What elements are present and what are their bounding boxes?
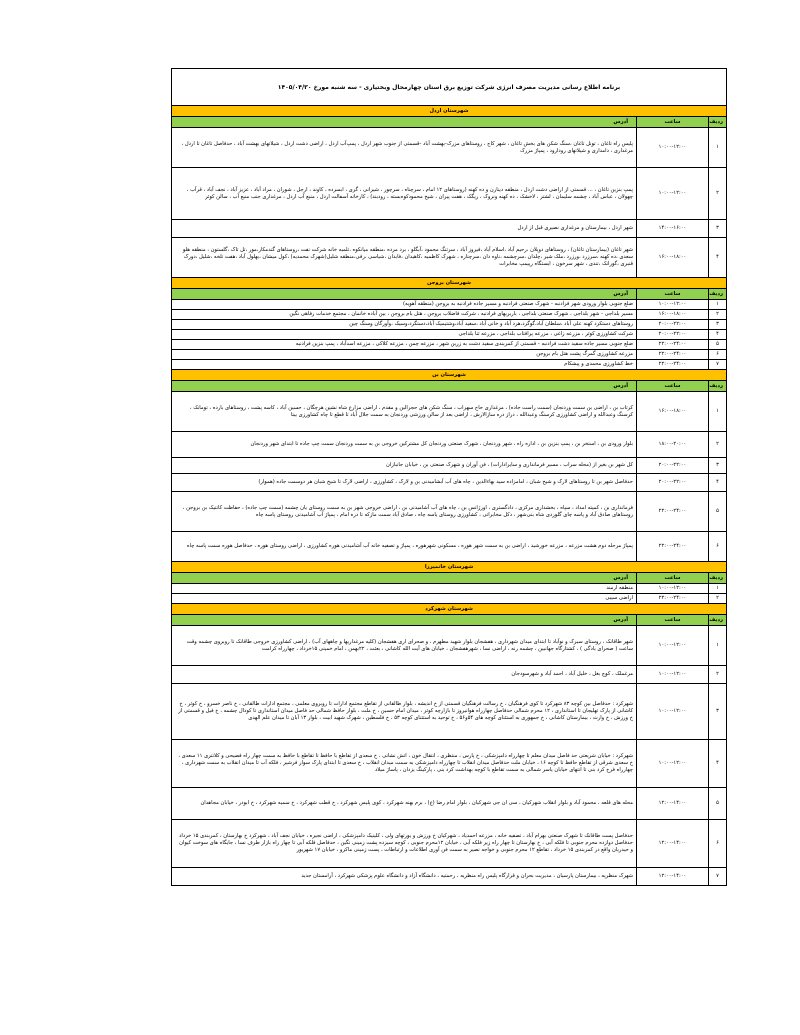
row-time: ۱۰:۰۰-۱۲:۰۰ xyxy=(637,626,709,666)
row-time: ۱۰:۰۰-۱۲:۰۰ xyxy=(637,666,709,684)
city-name: شهرستان بن xyxy=(172,370,727,381)
row-number: ۱ xyxy=(709,128,727,168)
row-time: ۱۲:۰۰-۱۴:۰۰ xyxy=(637,868,709,886)
header-time: ساعت xyxy=(637,381,709,392)
title-row xyxy=(172,69,727,106)
table-row xyxy=(172,594,727,604)
row-time: ۲۲:۰۰-۲۴:۰۰ xyxy=(637,594,709,604)
table-row xyxy=(172,350,727,360)
table-row xyxy=(172,360,727,370)
row-number: ۷ xyxy=(709,360,727,370)
row-number: ۳ xyxy=(709,684,727,740)
row-number: ۱ xyxy=(709,626,727,666)
row-time: ۲۲:۰۰-۲۴:۰۰ xyxy=(637,360,709,370)
header-time: ساعت xyxy=(637,615,709,626)
row-address: اراضی سیبی xyxy=(172,594,637,604)
row-time: ۲۰:۰۰-۲۲:۰۰ xyxy=(637,330,709,340)
row-address: شهرکرد : حدفاصل بین کوچه ۸۳ شهرکرد تا کوی فرهنگیان ، خ رسالت فرهنگیان قسمتی از خ اندیشه ، بلوار طالقانی از تقاطع مجتمع ادارات تا روبروی معلمی ، مجتمع ادارات طالقانی ، خ ناصر خسرو ، خ کوثر ، خ کاشانی از پارک تهلیجان تا استانداری ، ۱۲ محرم شمالی حدفاصل چهارراه هوانیروز تا بازارچه کوثر ، میدان امام حسین ، خ ملت ، بلوار حافظ شمالی حد فاصل میدان استانداری تا کودال چشمه ، خ فیل و قسمتی از خ ورزش ، خ وارث ، بیمارستان کاشانی ، خ جمهوری به استثنای کوچه های ۵۴و۵۶ ، خ توحید به استثنای کوچه ۵۳ ، خ فلسطین ، شهرک شهید ابیت ، بلوار ۱۳ آبان تا میدان علم الهدی xyxy=(172,684,637,740)
header-address: آدرس xyxy=(172,289,637,300)
row-time: ۱۰:۰۰-۱۲:۰۰ xyxy=(637,740,709,788)
row-time: ۲۲:۰۰-۲۴:۰۰ xyxy=(637,532,709,562)
row-number: ۶ xyxy=(709,820,727,868)
column-header-row xyxy=(172,289,727,300)
row-time: ۲۰:۰۰-۲۲:۰۰ xyxy=(637,474,709,492)
header-no: ردیف xyxy=(709,573,727,584)
table-row xyxy=(172,492,727,532)
column-header-row xyxy=(172,615,727,626)
table-row xyxy=(172,868,727,886)
row-number: ۲ xyxy=(709,432,727,458)
row-number: ۳ xyxy=(709,220,727,238)
city-section-row xyxy=(172,370,727,381)
row-number: ۴ xyxy=(709,474,727,492)
row-number: ۶ xyxy=(709,532,727,562)
row-time: ۱۶:۰۰-۱۸:۰۰ xyxy=(637,392,709,432)
table-row xyxy=(172,820,727,868)
row-time: ۲۲:۰۰-۲۴:۰۰ xyxy=(637,492,709,532)
row-address: شرکت کشاورزی کوثر ، مزرعه زاغی ، مزرعه پرافتاب بلداجی ، مزرعه ثنا بلداجی xyxy=(172,330,637,340)
table-row xyxy=(172,626,727,666)
row-address: حدفاصل شهر بن تا روستاهای لارک و شیخ شبان ، امامزاده سید بهاءالدین ، چاه های آب آبشامیدنی بن و لارک ، کشاورزی ، اراضی لارک تا شیخ شبان هر دوسمت جاده (هموار) xyxy=(172,474,637,492)
row-number: ۷ xyxy=(709,868,727,886)
row-time: ۱۰:۰۰-۱۲:۰۰ xyxy=(637,128,709,168)
row-time: ۱۸:۰۰-۲۰:۰۰ xyxy=(637,432,709,458)
table-row xyxy=(172,168,727,220)
table-row xyxy=(172,310,727,320)
header-no: ردیف xyxy=(709,289,727,300)
column-header-row xyxy=(172,573,727,584)
row-number: ۱ xyxy=(709,300,727,310)
row-address: حدفاصل پست طاقانک تا شهرک صنعتی بهرام آباد ، تصفیه خانه ، مزرعه احمدیاد ، شهرکیان خ ورزش و یورتهای ولی ، کلینیک دامپزشکی ، اراضی نجیره ، خیابان نجف آباد ، شهرکرد خ بهارستان ، کمربندی ۱۵ خرداد حدفاصل دوازده محرم جنوبی تا فلکه آبی ، خ بهارستان تا چهار راه زیر فلکه آبی ، خیابان ۱۲محرم جنوبی ، کوچه سیزده پشت زمینی نگین ، حدفاصل فلکه آبی تا چهار راه بازار طرف نسا ، جایگاه های سوخت کیوان و حیدریان واقع در کمربندی ۱۵ خرداد ، تقاطع ۱۲ محرم جنوبی و خواجه نصیر به سمت فن آوری اطلاعات و ارتباطات ، پست زمینی ماکرو ، خیابان ۱۷ شهریور xyxy=(172,820,637,868)
table-row xyxy=(172,300,727,310)
header-time: ساعت xyxy=(637,117,709,128)
row-address: پمپ بنزین تاغان ، ... قسمتی از اراضی دشت اردل ، منطقه دینارن و ده کهنه (روستاهای ۱۲ امام ، سرچناه ، سرچور ، شیرانی ، گری ، ابسرده ، کاوند ، ارجل ، شوران ، مراد آباد ، عزیز آباد ، نجف آباد ، قرآب ، چهولان ، عباس آباد ، چشمه سلیمان ، لشتر ، لاخشک ، ده کهنه ونروک ، ریگک ، هفت پیران ، شیخ محمودکوه‌بسته ، رودبند) ، کارخانه آسفالت اردل ، منبع آب اردل ، مرغداری جنب منبع آب ، سالن کوثر xyxy=(172,168,637,220)
row-address: شهرکرد : خیابان شریعتی حد فاصل میدان معلم تا چهارراه دامپزشکی ، خ پارس ، منتظری ، انتقال خون ، اتش نشانی ، خ سعدی از تقاطع با حافظ تا تقاطع با حافظ به سمت چهار راه فصیحی و کلانتری ۱۱ سعدی ، خ سعدی شرقی از تقاطع حافظ تا کوچه ۱۶ ، خیابان ملت حدفاصل میدان انقلاب تا چهارراه دامپزشکی به سمت میدان انقلاب ، خ سعدی تا ابتدای پارک سوار فرشیر ، فلکه آب تا میدان انقلاب به سمت شهرداری ، چهارراه فرخ کرد بنی تا انتهای خیابان یاسر شمالی به سمت تقاطع با کوچه بهداشت کرد بنی ، پارکینگ یزدان ، پاساژ میلاد xyxy=(172,740,637,788)
row-time: ۲۰:۰۰-۲۲:۰۰ xyxy=(637,320,709,330)
row-time: ۱۶:۰۰-۱۸:۰۰ xyxy=(637,310,709,320)
header-address: آدرس xyxy=(172,117,637,128)
row-number: ۱ xyxy=(709,392,727,432)
city-section-row xyxy=(172,562,727,573)
table-row xyxy=(172,392,727,432)
row-address: روستاهای دستکرد کهنه علی آباد ،سلطان آباد،گوگرد،هرد آباد و خانی آباد ،سفید آباد،وشتیمیک آباد،دستگرد،وسیک ،وآورگان وسنگ چین xyxy=(172,320,637,330)
row-number: ۲ xyxy=(709,594,727,604)
schedule-table-body xyxy=(172,69,727,886)
row-address: ضلع جنوبی بلوار ورودی شهر فرادنبه - شهرک صنعتی فرادنبه و مسیر جاده فرادنبه به بروجن (منطقه آهویه) xyxy=(172,300,637,310)
row-number: ۴ xyxy=(709,740,727,788)
row-time: ۱۰:۰۰-۱۲:۰۰ xyxy=(637,168,709,220)
table-row xyxy=(172,220,727,238)
row-time: ۱۴:۰۰-۱۶:۰۰ xyxy=(637,220,709,238)
row-address: بلوار ورودی بن ، استخر بن ، پمپ بنزین بن ، اداره راه ، شهر وردنجان ، شهرک صنعتی وردنجان کل مشترکین خروجی بن به سمت وردنجان سمت چپ جاده تا ابتدای شهر وردنجان xyxy=(172,432,637,458)
table-row xyxy=(172,330,727,340)
row-address: شهر طاقانک ، روستای سیرک و نوآباد تا ابتدای میدان شهرداری ، هفشجان بلوار شهید مطهرم ، و صحرای اری هفشجان (کلیه مرغداریها و چاههای آب) ، اراضی کشاورزی خروجی طاقانک تا روبروی چشمه وقت ساعت ( صحرای یادگی ) ، کشتارگاه جهانبین ، چشمه رنه ، اراضی نسا ، شهرهفشجان ، خیابان های آیت الله کاشانی ، بعثت ، ۲۲بهمن ، امام خمینی ۱۵خرداد ، چهارراه کرامت xyxy=(172,626,637,666)
row-number: ۲ xyxy=(709,310,727,320)
header-address: آدرس xyxy=(172,615,637,626)
page-title: برنامه اطلاع رسانی مدیریت مصرف انرژی شرکت توزیع برق استان چهارمحال وبختیاری - سه شنبه مورخ ۱۴۰۵/۰۴/۳۰ xyxy=(172,69,727,106)
row-number: ۲ xyxy=(709,666,727,684)
header-no: ردیف xyxy=(709,117,727,128)
row-number: ۳ xyxy=(709,458,727,474)
city-name: شهرستان خانمیرزا xyxy=(172,562,727,573)
city-section-row xyxy=(172,604,727,615)
row-number: ۳ xyxy=(709,320,727,330)
column-header-row xyxy=(172,117,727,128)
table-row xyxy=(172,788,727,820)
table-row xyxy=(172,432,727,458)
row-number: ۵ xyxy=(709,340,727,350)
row-time: ۲۲:۰۰-۲۴:۰۰ xyxy=(637,340,709,350)
row-address: مرغملک ، کوچ بغل ، خلیل آباد ، احمد آباد و شهرسودجان xyxy=(172,666,637,684)
city-section-row xyxy=(172,278,727,289)
header-time: ساعت xyxy=(637,289,709,300)
row-address: مسیر بلداجی - شهر بلداجی ، شهرک صنعتی بلداجی ، باربریهای فرادنبه ، شرکت فاضلاب بروجن ، هتل بام بروجن ، بین آباده خانمان ، مجتمع خدمات رفاهی نگین xyxy=(172,310,637,320)
table-row xyxy=(172,238,727,278)
table-row xyxy=(172,474,727,492)
city-name: شهرستان شهرکرد xyxy=(172,604,727,615)
row-time: ۱۶:۰۰-۱۸:۰۰ xyxy=(637,238,709,278)
row-address: شهر اردل ، بیمارستان و مرغداری نصیری قبل از اردل xyxy=(172,220,637,238)
row-address: کل شهر بن بغیر از (محله سراب ، مسیر فرمانداری و سایرادارات) ، فن آوران و شهرک صنعتی بن ، خیابان جانبازان xyxy=(172,458,637,474)
row-number: ۵ xyxy=(709,492,727,532)
row-address: شهرک منظریه ، بیمارستان پارسیان ، مدیریت بحران و قرارگاه پلیس راه منظریه ، رحمتیه ، دانشگاه آزاد و دانشگاه علوم پزشکی شهرکرد ، آرامستان جدید xyxy=(172,868,637,886)
row-time: ۱۰:۰۰-۱۲:۰۰ xyxy=(637,584,709,594)
row-number: ۱ xyxy=(709,584,727,594)
header-address: آدرس xyxy=(172,381,637,392)
row-time: ۱۲:۰۰-۱۴:۰۰ xyxy=(637,788,709,820)
table-row xyxy=(172,584,727,594)
row-address: منطقه ارمند xyxy=(172,584,637,594)
row-address: مزرعه کشاورزی گمرگ پشت هتل بام بروجن xyxy=(172,350,637,360)
table-row xyxy=(172,740,727,788)
row-number: ۶ xyxy=(709,350,727,360)
city-name: شهرستان اردل xyxy=(172,106,727,117)
row-address: خط کشاورزی محمدی و پیشکام xyxy=(172,360,637,370)
header-no: ردیف xyxy=(709,381,727,392)
table-row xyxy=(172,684,727,740)
row-number: ۴ xyxy=(709,238,727,278)
table-row xyxy=(172,458,727,474)
row-number: ۴ xyxy=(709,330,727,340)
row-time: ۱۰:۰۰-۱۲:۰۰ xyxy=(637,684,709,740)
table-row xyxy=(172,532,727,562)
row-number: ۵ xyxy=(709,788,727,820)
table-row xyxy=(172,666,727,684)
column-header-row xyxy=(172,381,727,392)
row-address: محله های قلعه ، محمود آباد و بلوار انقلاب شهرکیان ، سی ان جی شهرکیان ، بلوار امام رضا (ع) ، برم بهنه شهرکرد ، کوی پلیس شهرکرد ، خ قطب شهرکرد ، خ سمیه شهرکرد ، خ ابوذر ، خیابان مجاهدان xyxy=(172,788,637,820)
table-row xyxy=(172,320,727,330)
header-time: ساعت xyxy=(637,573,709,584)
table-row xyxy=(172,128,727,168)
row-address: فرمانداری بن ، کمیته امداد ، سپاه ، بخشداری مرکزی ، دادگستری ، اورژانس بن ، چاه های آب آشامیدنی بن ، اراضی خروجی شهر بن به سمت روستای یان چشمه (سمت چپ جاده) ، حفاظت کانتیک بن بروجن ، روستاهای صادق آباد و پاسه چای گلوردی شاه بنی‌شهر ، دکل مخابراتی ، کشاورزی روستای یاسه چاه ، صادق آباد سمت مازکه تا دره امام ، پمپاژ آب آشامیدنی روستای پاسه چاه xyxy=(172,492,637,532)
row-time: ۱۰:۰۰-۱۲:۰۰ xyxy=(637,300,709,310)
row-time: ۲۲:۰۰-۲۴:۰۰ xyxy=(637,350,709,360)
row-number: ۲ xyxy=(709,168,727,220)
table-row xyxy=(172,340,727,350)
row-address: شهر تاغان (بیمارستان تاغان) ، روستاهای دوپلان ،رحیم آباد ،اسلام آباد ،فیروز آباد ، سرتنگ محمود ،آبگلو ، برد مرده ،منطقه میانکوه ،تلمبه خانه شرکت نفت ،روستاهای گندمکار،مور ،تل تاک ،گلستون ، منطقه هلو سعدی ،ده کهنه ،سرزرد ،ورزرد ،ملک شیر ،چلدان ،سرچشمه ،ناوه دان ،سرچناره ، شهرک کاظمیه ،کاهیدان ،فابدان ،شیاسی ،رفی،منطقه شلیل(شهرک محمدیه) ،کول میشان ،بهلول آباد ،هفت تلخه ،شلیل ،دورک قنبری ،گورانک ،تندی ، شهر سرخون ، ایستگاه رپیمپ مخابرات xyxy=(172,238,637,278)
row-time: ۱۲:۰۰-۱۴:۰۰ xyxy=(637,820,709,868)
header-address: آدرس xyxy=(172,573,637,584)
city-name: شهرستان بروجن xyxy=(172,278,727,289)
row-address: کرتاب بن ، اراضی بن سمت وردنجان (سمت راست جاده) ، مرغداری حاج سهراب ، سنگ شکن های حجرالین و مقدم ، اراضی مزارع شاه نشین هرچگان ، حسین آباد ، کاسه پشت ، روستاهای بارده ، تومانک ، کرسنگ وعبدالله و اراضی کشاورزی کرسنگ وعبدالله ، دراز دره سازالارش ، اراضی بعد از سالن ورزشی وردنجان به سمت جلال آباد تا قطع تا چاه کشاورزی بیتا xyxy=(172,392,637,432)
row-address: پلیس راه تاغان ، تونل تاغان ،سنگ شکن های بخش تاغان ، شهر کاج ، روستاهای مزرک-بهشت آباد -قسمتی از جنوب شهر اردل ، پمپ‌آب اردل ، اراضی دشت اردل ، شیلاتهای بهشت آباد ، حدفاصل تاغان تا اردل ، مرغداری ، دامداری و شیلاتهای رودارود ، پمپاژ مزرک xyxy=(172,128,637,168)
row-time: ۲۰:۰۰-۲۲:۰۰ xyxy=(637,458,709,474)
city-section-row xyxy=(172,106,727,117)
schedule-table xyxy=(171,68,727,886)
row-address: ضلع جنوبی مسیر جاده سفید دشت فرادنبه - قسمتی از کمربندی سفید دشت به زرین شهر ، مزرعه چمن ، مزرعه کلاکی ، مزرعه اسدآباد ، پمپ بنزین فرادنبه xyxy=(172,340,637,350)
row-address: پمپاژ مرحله دوم هشت مزرعه ، مزرعه خورشید ، اراضی بن به سمت شهر هوره ، مسکونی شهرهوره ، پمپاژ و تصفیه خانه آب آشامیدنی هوره کشاورزی ، اراضی روستای هوره ، حدفاصل هوره سمت پاسه چاه xyxy=(172,532,637,562)
header-no: ردیف xyxy=(709,615,727,626)
outage-schedule-sheet xyxy=(171,68,727,886)
